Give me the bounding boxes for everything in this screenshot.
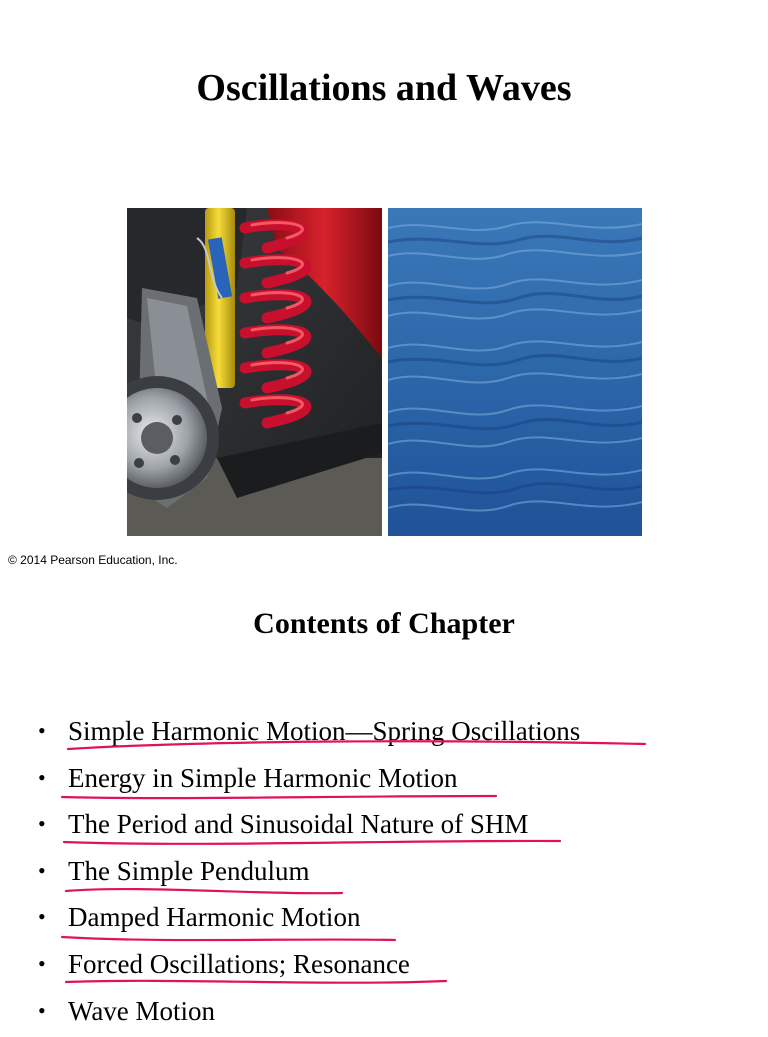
slide-title: Oscillations and Waves bbox=[196, 67, 572, 109]
list-item bbox=[38, 758, 580, 805]
list-item-label: The Simple Pendulum bbox=[68, 855, 310, 886]
list-item bbox=[38, 991, 580, 1037]
list-item bbox=[38, 804, 580, 851]
car-suspension-spring-photo bbox=[127, 208, 382, 536]
contents-title: Contents of Chapter bbox=[253, 607, 515, 640]
list-item-label: Energy in Simple Harmonic Motion bbox=[68, 762, 458, 793]
bullet-icon: • bbox=[38, 718, 46, 743]
list-item bbox=[38, 711, 580, 758]
water-surface-waves-photo bbox=[388, 208, 642, 536]
bullet-icon: • bbox=[38, 811, 46, 837]
list-item-label: The Period and Sinusoidal Nature of SHM bbox=[68, 809, 529, 840]
list-item bbox=[38, 897, 580, 944]
bullet-icon: • bbox=[38, 997, 46, 1023]
bullet-icon: • bbox=[38, 950, 46, 976]
list-item bbox=[38, 851, 580, 898]
bullet-icon: • bbox=[38, 904, 46, 930]
contents-list bbox=[38, 711, 580, 1037]
list-item bbox=[38, 944, 580, 991]
list-item-label: Simple Harmonic Motion—Spring Oscillations bbox=[68, 716, 581, 746]
bullet-icon: • bbox=[38, 857, 46, 883]
list-item-label: Forced Oscillations; Resonance bbox=[68, 948, 410, 979]
list-item-label: Damped Harmonic Motion bbox=[68, 902, 361, 933]
list-item-label: Wave Motion bbox=[68, 995, 216, 1026]
bullet-icon: • bbox=[38, 764, 46, 790]
copyright-notice: © 2014 Pearson Education, Inc. bbox=[8, 553, 178, 567]
